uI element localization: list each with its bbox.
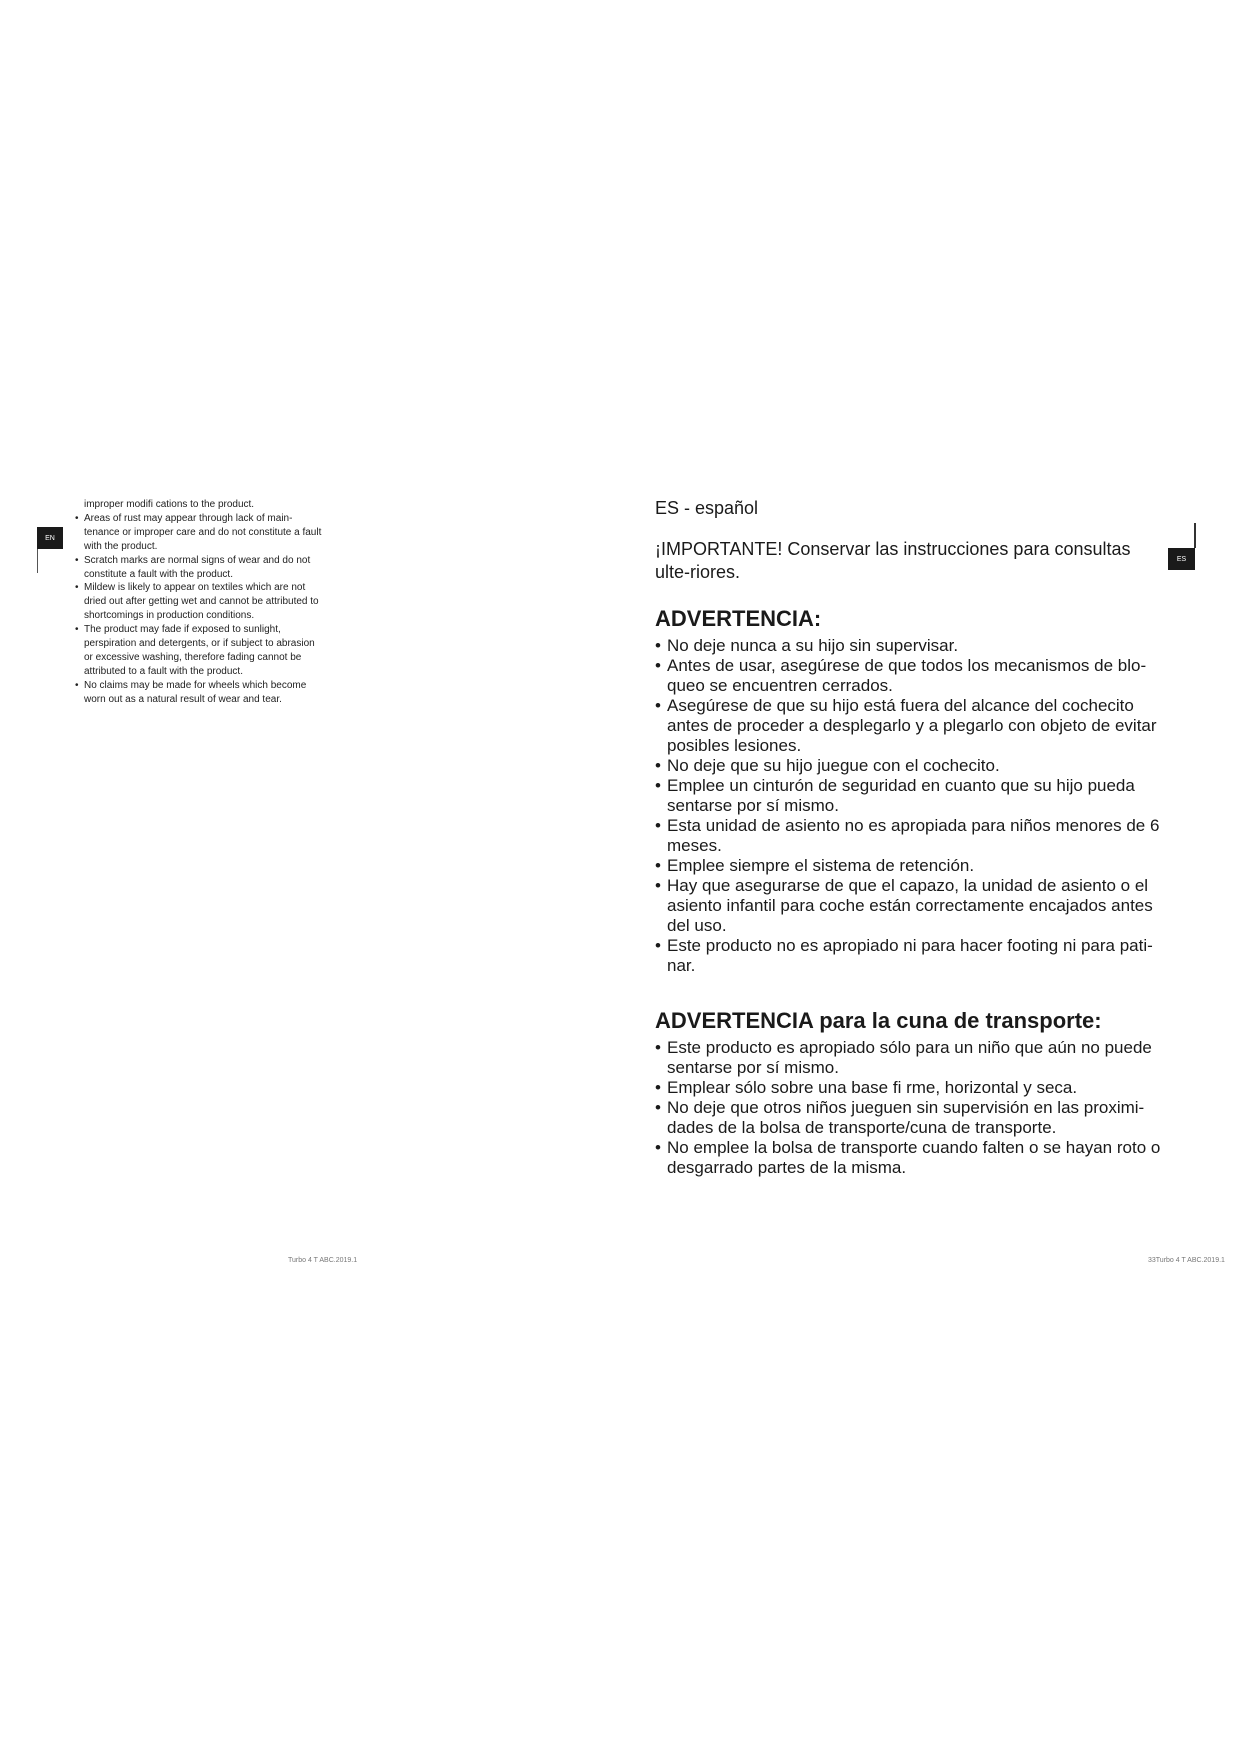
list-item: • No emplee la bolsa de transporte cuando falten o se hayan roto o desgarrado partes de la misma. bbox=[655, 1138, 1163, 1178]
right-page-text bbox=[655, 496, 1163, 1178]
list-item: • Areas of rust may appear through lack of main-tenance or improper care and do not constitute a fault with the product. bbox=[75, 512, 325, 554]
carrycot-warning-heading: ADVERTENCIA para la cuna de transporte: bbox=[655, 1008, 1102, 1033]
carrycot-warning-list bbox=[655, 1038, 1163, 1178]
list-item: • Scratch marks are normal signs of wear and do not constitute a fault with the product. bbox=[75, 554, 325, 582]
language-tab-es bbox=[1168, 548, 1195, 570]
language-tab-label: ES bbox=[1176, 555, 1187, 563]
warning-heading: ADVERTENCIA: bbox=[655, 606, 822, 631]
language-tab-en bbox=[37, 527, 63, 549]
language-title: ES - español bbox=[655, 498, 759, 518]
page-footer-right: 33Turbo 4 T ABC.2019.1 bbox=[1148, 1257, 1225, 1264]
continuation-text: improper modifi cations to the product. bbox=[84, 499, 255, 510]
list-item: • No claims may be made for wheels which become worn out as a natural result of wear and tear. bbox=[75, 679, 325, 707]
warning-list bbox=[655, 636, 1163, 976]
list-item: • Emplear sólo sobre una base fi rme, horizontal y seca. bbox=[655, 1078, 1163, 1098]
list-item: • Hay que asegurarse de que el capazo, la unidad de asiento o el asiento infantil para coche están correctamente encajados antes del uso. bbox=[655, 876, 1163, 936]
tab-divider bbox=[37, 549, 38, 573]
list-item: • No deje que otros niños jueguen sin supervisión en las proximi-dades de la bolsa de transporte/cuna de transporte. bbox=[655, 1098, 1163, 1138]
left-page-text bbox=[75, 498, 325, 707]
list-item: • No deje que su hijo juegue con el cochecito. bbox=[655, 756, 1163, 776]
list-item: • Antes de usar, asegúrese de que todos los mecanismos de blo-queo se encuentren cerrados. bbox=[655, 656, 1163, 696]
list-item: • Emplee siempre el sistema de retención. bbox=[655, 856, 1163, 876]
list-item: • Este producto no es apropiado ni para hacer footing ni para pati-nar. bbox=[655, 936, 1163, 976]
language-tab-label: EN bbox=[45, 534, 55, 542]
list-item: • Esta unidad de asiento no es apropiada para niños menores de 6 meses. bbox=[655, 816, 1163, 856]
list-item: • Asegúrese de que su hijo está fuera del alcance del cochecito antes de proceder a desplegarlo y a plegarlo con objeto de evitar posibles lesiones. bbox=[655, 696, 1163, 756]
important-notice: ¡IMPORTANTE! Conservar las instrucciones para consultas ulte-riores. bbox=[655, 539, 1131, 582]
page-footer-left: Turbo 4 T ABC.2019.1 bbox=[288, 1257, 358, 1264]
list-item: • Este producto es apropiado sólo para un niño que aún no puede sentarse por sí mismo. bbox=[655, 1038, 1163, 1078]
tab-divider bbox=[1194, 523, 1196, 548]
list-item: • Mildew is likely to appear on textiles which are not dried out after getting wet and cannot be attributed to shortcomings in production conditions. bbox=[75, 581, 325, 623]
list-item: • No deje nunca a su hijo sin supervisar. bbox=[655, 636, 1163, 656]
list-item: • The product may fade if exposed to sunlight, perspiration and detergents, or if subject to abrasion or excessive washing, therefore fading cannot be attributed to a fault with the product. bbox=[75, 623, 325, 679]
list-item: • Emplee un cinturón de seguridad en cuanto que su hijo pueda sentarse por sí mismo. bbox=[655, 776, 1163, 816]
